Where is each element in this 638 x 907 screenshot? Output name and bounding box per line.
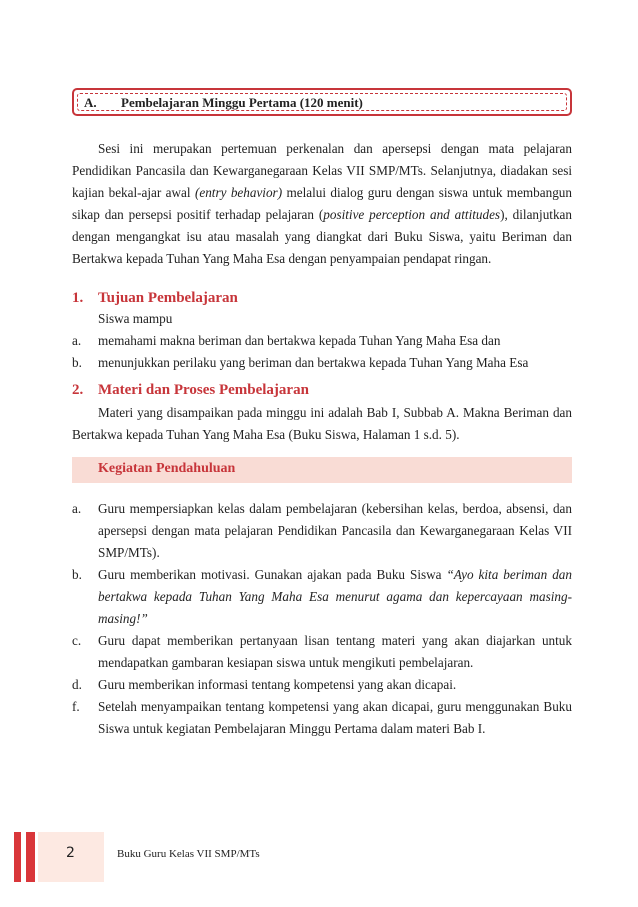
intro-text-3: ), dilanjutkan dengan mengangkat isu atau masalah yang diangkat dari Buku Siswa, yaitu Beriman dan Bertakwa kepada Tuhan Yang Maha Esa dengan penyampaian pendapat ringan.	[72, 207, 572, 266]
heading-tujuan-title: Tujuan Pembelajaran	[98, 290, 238, 306]
list-item	[72, 564, 572, 630]
list-marker: a.	[72, 333, 82, 348]
list-item-text: Guru dapat memberikan pertanyaan lisan tentang materi yang akan diajarkan untuk mendapatkan gambaran kesiapan siswa untuk mengikuti pembelajaran.	[98, 633, 572, 670]
heading-tujuan-number: 1.	[72, 290, 84, 306]
kegiatan-heading-bar	[72, 457, 572, 483]
intro-text-2: melalui dialog guru dengan siswa untuk membangun sikap dan persepsi positif terhadap pelajaran (	[72, 185, 572, 222]
page-number: 2	[66, 845, 75, 861]
list-item	[72, 630, 572, 674]
list-item-quote: “Ayo kita beriman dan bertakwa kepada Tuhan Yang Maha Esa menurut agama dan kepercayaan masing-masing!”	[98, 567, 572, 626]
footer-book-title: Buku Guru Kelas VII SMP/MTs	[117, 848, 260, 860]
list-marker: d.	[72, 677, 82, 692]
section-title: Pembelajaran Minggu Pertama (120 menit)	[121, 95, 363, 110]
list-item-text: menunjukkan perilaku yang beriman dan bertakwa kepada Tuhan Yang Maha Esa	[98, 355, 529, 370]
materi-paragraph: Materi yang disampaikan pada minggu ini adalah Bab I, Subbab A. Makna Beriman dan Bertakwa kepada Tuhan Yang Maha Esa (Buku Siswa, Halaman 1 s.d. 5).	[72, 405, 572, 442]
list-item-text: Guru memberikan informasi tentang kompetensi yang akan dicapai.	[98, 677, 457, 692]
list-item	[72, 330, 572, 352]
list-item	[72, 674, 572, 696]
list-item-text: memahami makna beriman dan bertakwa kepada Tuhan Yang Maha Esa dan	[98, 333, 501, 348]
heading-materi-number: 2.	[72, 382, 84, 398]
footer-accent-bar	[26, 832, 35, 882]
kegiatan-list	[72, 498, 572, 740]
heading-materi	[72, 382, 309, 399]
list-marker: c.	[72, 633, 82, 648]
heading-tujuan	[72, 290, 238, 307]
list-marker: b.	[72, 567, 82, 582]
heading-materi-title: Materi dan Proses Pembelajaran	[98, 382, 309, 398]
footer-accent-bar	[14, 832, 21, 882]
list-marker: f.	[72, 699, 80, 714]
kegiatan-heading: Kegiatan Pendahuluan	[98, 461, 236, 476]
tujuan-list	[72, 330, 572, 374]
tujuan-lead: Siswa mampu	[98, 311, 173, 326]
list-item-text: Setelah menyampaikan tentang kompetensi yang akan dicapai, guru menggunakan Buku Siswa untuk kegiatan Pembelajaran Minggu Pertama dalam materi Bab I.	[98, 699, 572, 736]
list-item	[72, 498, 572, 564]
section-banner	[72, 88, 572, 116]
intro-positive-perception: positive perception and attitudes	[323, 207, 501, 222]
intro-entry-behavior: (entry behavior)	[194, 185, 283, 200]
list-marker: a.	[72, 501, 82, 516]
list-item	[72, 352, 572, 374]
section-label: A.	[84, 95, 97, 110]
intro-paragraph	[72, 138, 572, 270]
intro-text-1: Sesi ini merupakan pertemuan perkenalan dan apersepsi dengan mata pelajaran Pendidikan Pancasila dan Kewarganegaraan Kelas VII SMP/MTs. Selanjutnya, diadakan sesi kajian bekal-ajar awal	[72, 141, 572, 200]
list-marker: b.	[72, 355, 82, 370]
list-item-text: Guru mempersiapkan kelas dalam pembelajaran (kebersihan kelas, berdoa, absensi, dan apersepsi dengan mata pelajaran Pendidikan Pancasila dan Kewarganegaraan Kelas VII SMP/MTs).	[98, 501, 572, 560]
list-item	[72, 696, 572, 740]
list-item-text: Guru memberikan motivasi. Gunakan ajakan pada Buku Siswa	[98, 567, 447, 582]
